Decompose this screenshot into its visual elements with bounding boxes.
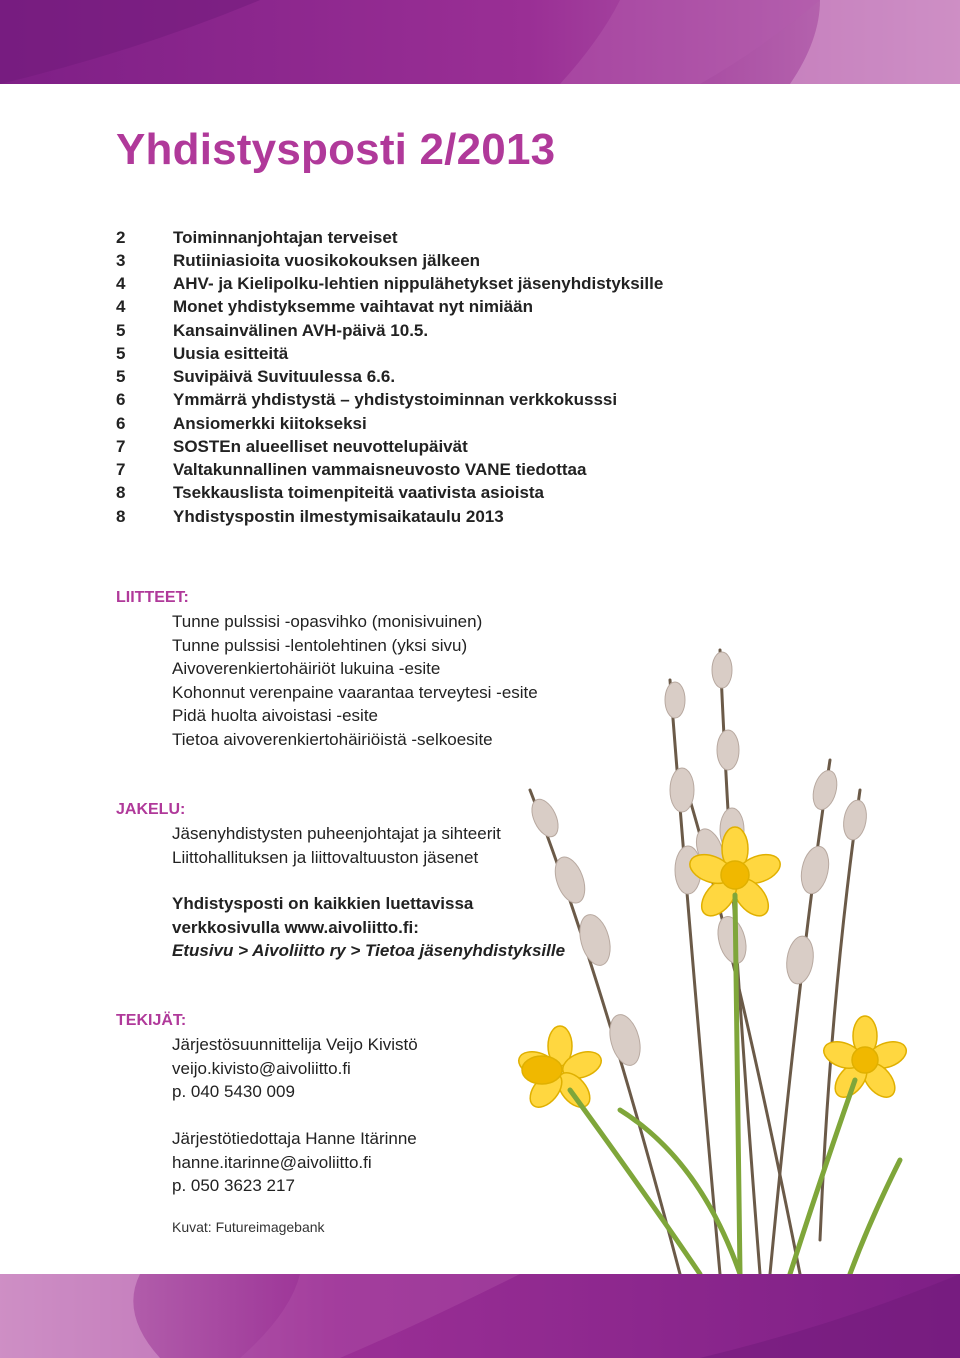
distribution-list [172,822,501,869]
attachment-item: Kohonnut verenpaine vaarantaa terveytesi -esite [172,682,538,702]
toc-item [116,319,663,342]
toc-item-title: Uusia esitteitä [173,343,289,363]
toc-item [116,459,663,482]
toc-item-title: Valtakunnallinen vammaisneuvosto VANE tiedottaa [173,460,587,480]
toc-page-number: 5 [116,367,126,387]
toc-item [116,482,663,505]
attachment-item: Tunne pulssisi -opasvihko (monisivuinen) [172,612,483,631]
toc-item-title: Rutiiniasioita vuosikokouksen jälkeen [173,250,481,270]
author-1-phone: p. 040 5430 009 [172,1082,295,1101]
toc-page-number: 8 [116,506,126,526]
toc-page-number: 6 [116,413,126,433]
toc-item [116,366,663,389]
distribution-item: Jäsenyhdistysten puheenjohtajat ja sihteerit [172,824,501,843]
author-2-phone: p. 050 3623 217 [172,1176,295,1195]
toc-item [116,412,663,435]
toc-page-number: 5 [116,320,126,340]
author-2-name: Järjestötiedottaja Hanne Itärinne [172,1129,417,1148]
toc-item [116,249,663,272]
toc-page-number: 4 [116,297,126,317]
toc-item [116,389,663,412]
page-title: Yhdistysposti 2/2013 [116,125,556,174]
authors-label: TEKIJÄT: [116,1012,187,1029]
author-2-email[interactable]: hanne.itarinne@aivoliitto.fi [172,1152,372,1172]
toc-item-title: AHV- ja Kielipolku-lehtien nippulähetykset jäsenyhdistyksille [173,274,664,294]
toc-item-title: Suvipäivä Suvituulessa 6.6. [173,367,396,387]
web-navigation-path: Etusivu > Aivoliitto ry > Tietoa jäsenyhdistyksille [172,941,566,960]
author-1-contact [172,1033,418,1104]
toc-page-number: 5 [116,343,126,363]
flower-illustration [470,640,960,1279]
toc-page-number: 4 [116,274,126,294]
toc-page-number: 6 [116,390,126,410]
toc-item-title: Ymmärrä yhdistystä – yhdistystoiminnan verkkokusssi [173,390,618,410]
distribution-item: Liittohallituksen ja liittovaltuuston jäsenet [172,847,479,867]
toc-item-title: Toiminnanjohtajan terveiset [173,227,398,247]
web-info-link-line[interactable]: verkkosivulla www.aivoliitto.fi: [172,917,419,937]
author-1-name: Järjestösuunnittelija Veijo Kivistö [172,1035,418,1054]
image-credit: Kuvat: Futureimagebank [172,1219,325,1235]
attachment-item: Aivoverenkiertohäiriöt lukuina -esite [172,659,441,678]
toc-page-number: 3 [116,250,126,270]
toc-item-title: Tsekkauslista toimenpiteitä vaativista asioista [173,483,545,503]
toc-item-title: Kansainvälinen AVH-päivä 10.5. [173,320,429,340]
toc-item [116,273,663,296]
attachments-label: LIITTEET: [116,589,189,606]
toc-item [116,435,663,458]
attachment-item: Tunne pulssisi -lentolehtinen (yksi sivu) [172,635,468,655]
toc-item-title: SOSTEn alueelliset neuvottelupäivät [173,436,468,456]
distribution-label: JAKELU: [116,801,186,818]
bottom-decorative-band [0,1274,960,1358]
toc-item-title: Ansiomerkki kiitokseksi [173,413,367,433]
toc-item [116,505,663,528]
author-2-contact [172,1127,417,1198]
toc-item [116,342,663,365]
toc-page-number: 8 [116,483,126,503]
toc-page-number: 2 [116,227,126,247]
toc-page-number: 7 [116,460,126,480]
toc-item [116,226,663,249]
toc-item-title: Monet yhdistyksemme vaihtavat nyt nimiään [173,297,533,317]
top-decorative-band [0,0,960,84]
attachment-item: Pidä huolta aivoistasi -esite [172,706,379,725]
toc-page-number: 7 [116,436,126,456]
web-info-line: Yhdistysposti on kaikkien luettavissa [172,894,474,913]
toc-item-title: Yhdistyspostin ilmestymisaikataulu 2013 [173,506,504,526]
author-1-email[interactable]: veijo.kivisto@aivoliitto.fi [172,1058,351,1078]
toc-item [116,296,663,319]
attachment-item: Tietoa aivoverenkiertohäiriöistä -selkoesite [172,729,493,749]
table-of-contents [116,226,663,528]
